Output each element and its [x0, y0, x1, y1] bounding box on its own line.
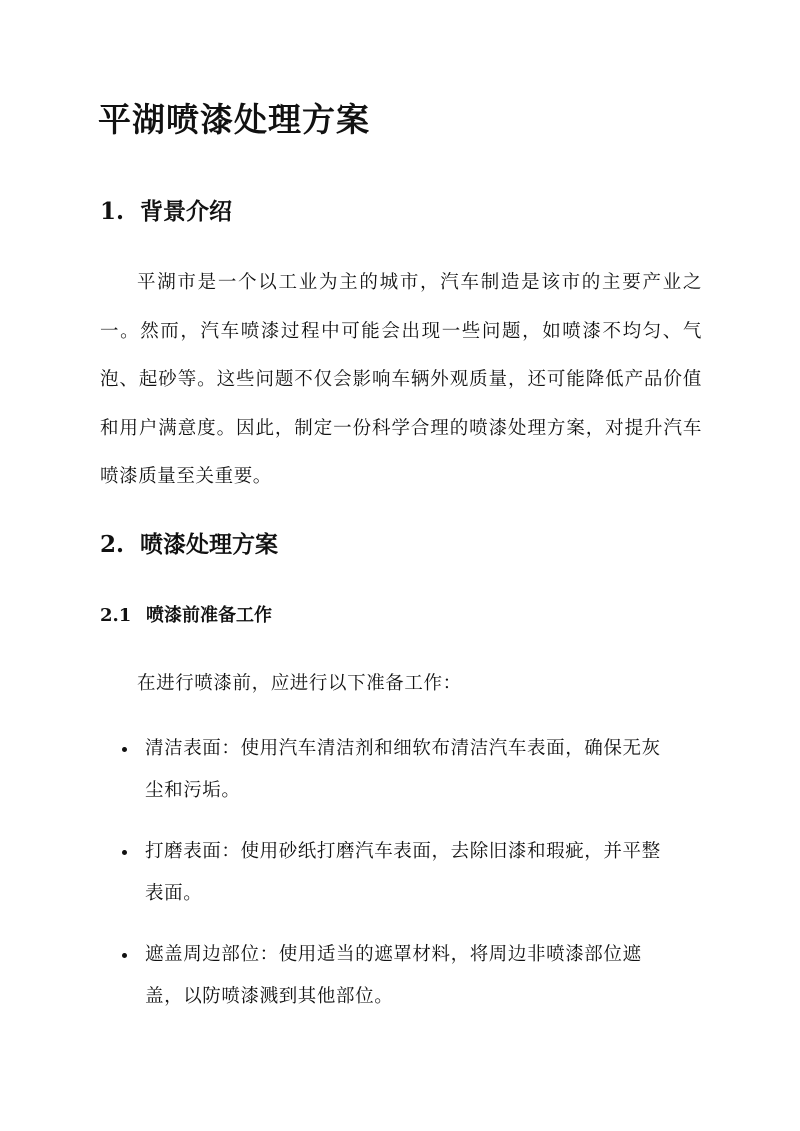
- bullet-icon: [122, 953, 127, 958]
- list-item-text: 遮盖周边部位：使用适当的遮罩材料，将周边非喷漆部位遮盖，以防喷漆溅到其他部位。: [145, 944, 642, 1007]
- list-item: [100, 728, 675, 812]
- document-title: 平湖喷漆处理方案: [98, 100, 370, 139]
- bullet-icon: [122, 747, 127, 752]
- list-item-text: 打磨表面：使用砂纸打磨汽车表面，去除旧漆和瑕疵，并平整表面。: [145, 841, 661, 904]
- list-item: [100, 831, 675, 915]
- subsection-2-1-intro: 在进行喷漆前，应进行以下准备工作：: [137, 673, 462, 694]
- subsection-2-1-heading: [100, 603, 272, 629]
- section-1-title: 背景介绍: [140, 198, 232, 225]
- list-item-text: 清洁表面：使用汽车清洁剂和细软布清洁汽车表面，确保无灰尘和污垢。: [145, 738, 661, 801]
- bullet-icon: [122, 850, 127, 855]
- section-2-number: 2.: [100, 531, 125, 558]
- section-1-paragraph: 平湖市是一个以工业为主的城市，汽车制造是该市的主要产业之一。然而，汽车喷漆过程中可能会出现一些问题，如喷漆不均匀、气泡、起砂等。这些问题不仅会影响车辆外观质量，还可能降低产品价值和用户满意度。因此，制定一份科学合理的喷漆处理方案，对提升汽车喷漆质量至关重要。: [100, 272, 702, 487]
- section-1-number: 1.: [100, 198, 125, 225]
- section-1-heading: [100, 196, 232, 228]
- section-2-heading: [100, 529, 278, 561]
- preparation-list: [100, 728, 700, 1037]
- subsection-2-1-title: 喷漆前准备工作: [146, 605, 272, 626]
- subsection-2-1-number: 2.1: [100, 605, 132, 626]
- list-item: [100, 934, 675, 1018]
- section-2-title: 喷漆处理方案: [140, 531, 278, 558]
